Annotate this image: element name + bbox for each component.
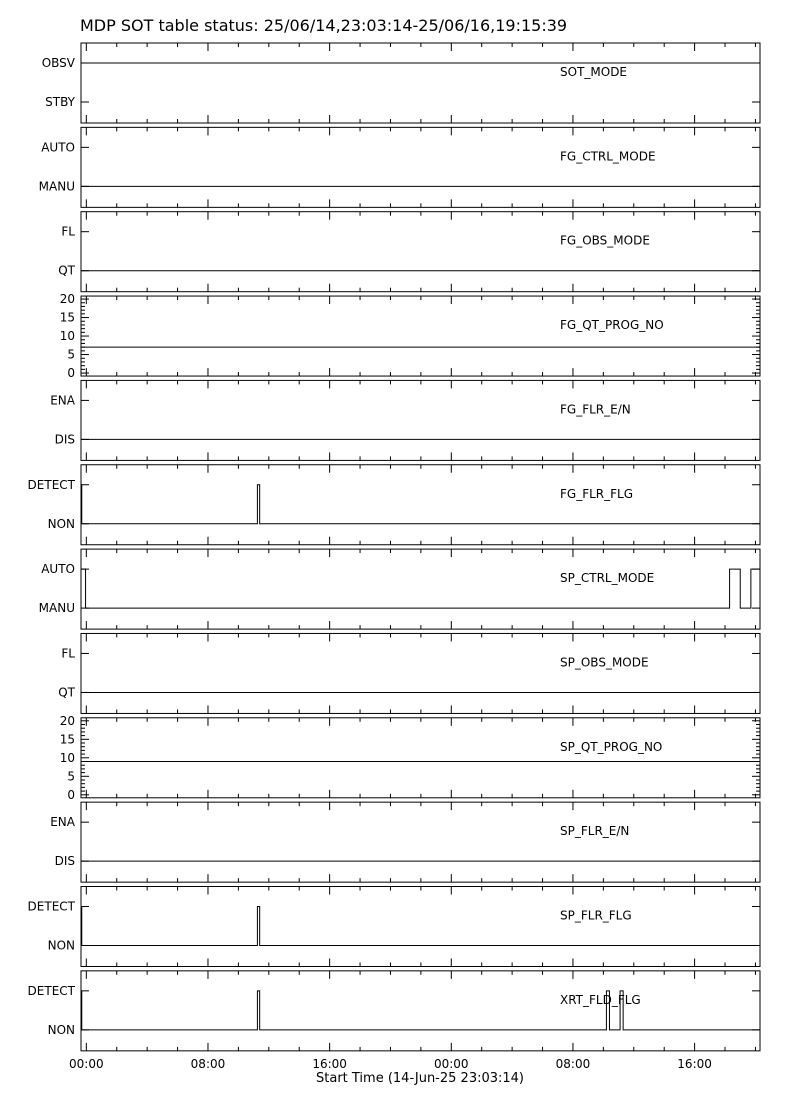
panel-xrt-fld-flg-frame (81, 971, 760, 1051)
panel-sp-flr-flg-frame (81, 887, 760, 967)
x-tick-label: 08:00 (555, 1056, 591, 1071)
panel-fg-flr-e-n-label: FG_FLR_E/N (560, 402, 631, 417)
panel-fg-flr-e-n-y-label-high: ENA (50, 393, 75, 408)
panel-sp-flr-flg-label: SP_FLR_FLG (560, 908, 632, 923)
panel-sot-mode-y-label-low: STBY (45, 95, 75, 109)
panel-fg-flr-flg-signal-line (81, 485, 760, 524)
x-tick-label: 00:00 (433, 1056, 469, 1071)
x-axis-label: Start Time (14-Jun-25 23:03:14) (316, 1071, 524, 1086)
panel-fg-obs-mode-y-label-high: FL (61, 224, 75, 239)
panel-sot-mode-frame (81, 43, 760, 123)
panel-fg-flr-e-n-frame (81, 380, 760, 460)
panel-sp-qt-prog-no-label: SP_QT_PROG_NO (560, 739, 663, 754)
panel-fg-qt-prog-no-frame (81, 296, 760, 376)
panel-fg-flr-flg-y-label-high: DETECT (27, 477, 75, 492)
panel-sot-mode-label: SOT_MODE (560, 65, 628, 79)
panel-xrt-fld-flg-y-label-low: NON (47, 1022, 75, 1037)
panel-sp-flr-e-n-frame (81, 802, 760, 882)
panel-sp-flr-e-n-label: SP_FLR_E/N (560, 824, 630, 839)
chart-title: MDP SOT table status: 25/06/14,23:03:14-25/06/16,19:15:39 (80, 16, 568, 35)
panel-sp-ctrl-mode-signal-line (81, 569, 760, 608)
panel-fg-qt-prog-no-y-label-20: 20 (59, 292, 75, 307)
panel-sp-ctrl-mode-y-label-low: MANU (38, 601, 75, 616)
panel-fg-qt-prog-no-label: FG_QT_PROG_NO (560, 318, 664, 333)
x-tick-label: 16:00 (677, 1056, 712, 1071)
x-tick-label: 16:00 (312, 1056, 347, 1071)
panel-xrt-fld-flg-label: XRT_FLD_FLG (560, 992, 641, 1007)
panel-sp-qt-prog-no-y-label-20: 20 (59, 713, 75, 728)
panel-sp-flr-e-n-y-label-low: DIS (54, 854, 75, 869)
panel-fg-obs-mode-label: FG_OBS_MODE (560, 233, 650, 248)
x-tick-label: 00:00 (69, 1056, 104, 1071)
panel-sp-obs-mode-frame (81, 633, 760, 713)
panel-sp-qt-prog-no-y-label-0: 0 (67, 787, 75, 802)
panel-fg-qt-prog-no-y-label-0: 0 (67, 366, 75, 381)
panel-xrt-fld-flg-y-label-high: DETECT (27, 983, 75, 998)
panel-sp-obs-mode-y-label-low: QT (58, 685, 75, 700)
panel-fg-obs-mode-y-label-low: QT (58, 263, 75, 278)
panel-sp-ctrl-mode-y-label-high: AUTO (41, 562, 75, 577)
panel-xrt-fld-flg-signal-line (81, 991, 760, 1030)
panel-sp-flr-flg-y-label-low: NON (47, 938, 75, 953)
panel-sp-obs-mode-label: SP_OBS_MODE (560, 655, 649, 670)
panel-fg-flr-flg-frame (81, 465, 760, 545)
panel-sp-flr-flg-signal-line (81, 907, 760, 946)
panel-fg-qt-prog-no-y-label-10: 10 (59, 329, 75, 344)
panel-fg-ctrl-mode-frame (81, 127, 760, 207)
panel-sp-qt-prog-no-y-label-15: 15 (59, 732, 75, 747)
panel-fg-qt-prog-no-y-label-15: 15 (59, 310, 75, 325)
panel-fg-ctrl-mode-y-label-high: AUTO (41, 140, 75, 155)
panel-fg-flr-flg-label: FG_FLR_FLG (560, 486, 634, 501)
panel-fg-ctrl-mode-y-label-low: MANU (38, 179, 75, 194)
panel-sp-flr-e-n-y-label-high: ENA (50, 815, 75, 830)
x-tick-label: 08:00 (190, 1056, 226, 1071)
panel-sp-flr-flg-y-label-high: DETECT (27, 899, 75, 914)
panel-sp-ctrl-mode-frame (81, 549, 760, 629)
panel-sp-qt-prog-no-y-label-5: 5 (67, 769, 75, 784)
panel-sot-mode-y-label-high: OBSV (41, 56, 75, 70)
panel-sp-qt-prog-no-y-label-10: 10 (59, 750, 75, 765)
panel-fg-flr-e-n-y-label-low: DIS (54, 432, 75, 447)
panel-sp-obs-mode-y-label-high: FL (61, 646, 75, 661)
panel-fg-obs-mode-frame (81, 212, 760, 292)
panel-fg-qt-prog-no-y-label-5: 5 (67, 347, 75, 362)
panel-sp-ctrl-mode-label: SP_CTRL_MODE (560, 571, 655, 586)
panel-fg-ctrl-mode-label: FG_CTRL_MODE (560, 149, 656, 164)
panel-fg-flr-flg-y-label-low: NON (47, 516, 75, 531)
panel-sp-qt-prog-no-frame (81, 718, 760, 798)
